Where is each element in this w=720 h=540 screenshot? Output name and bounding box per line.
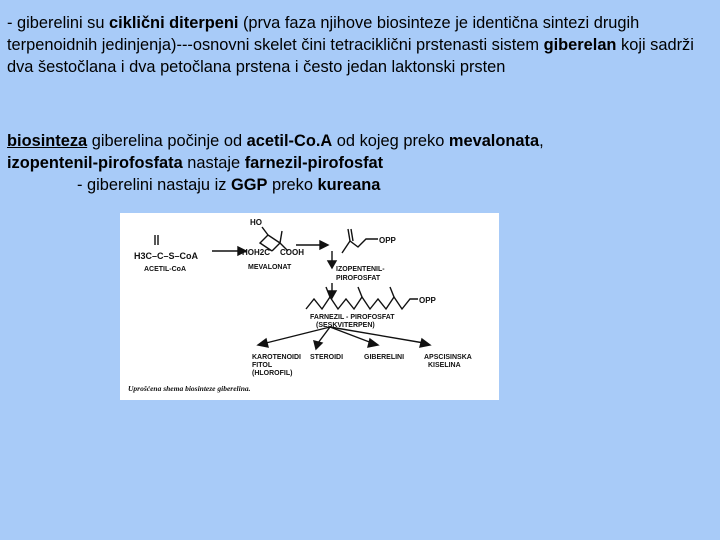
text-run: preko	[267, 176, 318, 194]
mevalonat-label: MEVALONAT	[248, 264, 292, 271]
ho-group: HO	[250, 218, 262, 227]
product-fitol: FITOL	[252, 362, 273, 369]
paragraph-giberelini-structure	[7, 12, 713, 78]
product-kiselina: KISELINA	[428, 362, 461, 369]
text-run-bold: farnezil-pirofosfat	[244, 154, 384, 172]
text-run: ,	[539, 132, 544, 150]
opp-label-fpp: OPP	[419, 296, 436, 305]
biosynthesis-scheme-figure	[120, 213, 499, 400]
text-run: giberelina počinje od	[87, 132, 247, 150]
text-run: - giberelini su	[7, 14, 110, 32]
text-run-bold: kureana	[317, 176, 381, 194]
biosynthesis-scheme-diagram	[120, 213, 499, 400]
text-run-bold: acetil-Co.A	[246, 132, 333, 150]
text-run: - giberelini nastaju iz	[77, 176, 231, 194]
text-run-underlined: biosinteza	[7, 132, 88, 150]
acetyl-coa-label: ACETIL-CoA	[144, 266, 186, 273]
text-run-bold: giberelan	[543, 36, 617, 54]
product-apscisinska: APSCISINSKA	[424, 354, 472, 361]
fpp-label-line2: (SESKVITERPEN)	[316, 322, 375, 329]
product-karotenoidi: KAROTENOIDI	[252, 354, 301, 361]
text-run-bold: ciklični diterpeni	[109, 14, 239, 32]
text-run: koji sadrži dva šestočlana i dva petočlana prstena i često jedan laktonski prsten	[7, 36, 694, 76]
fpp-label-line1: FARNEZIL - PIROFOSFAT	[310, 314, 395, 321]
hoh2c-group: HOH2C	[242, 248, 271, 257]
text-run-bold: izopentenil-pirofosfata	[7, 154, 183, 172]
text-run: nastaje	[182, 154, 245, 172]
opp-label-ipp: OPP	[379, 236, 396, 245]
paragraph-biosinteza	[7, 130, 713, 196]
text-run: (prva faza njihove biosinteze je identična sintezi drugih terpenoidnih jedinjenja)---osnovni skelet čini tetraciklični prstenasti sistem	[7, 14, 640, 54]
indented-line	[7, 176, 380, 194]
ipp-label-line1: IZOPENTENIL-	[336, 266, 385, 273]
cooh-group: COOH	[280, 248, 304, 257]
text-run-bold: GGP	[230, 176, 268, 194]
acetyl-coa-formula: H3C–C–S–CoA	[134, 251, 199, 261]
text-run-bold: mevalonata	[448, 132, 540, 150]
figure-caption: Uprošćena shema biosinteze giberelina.	[128, 384, 251, 393]
text-run: od kojeg preko	[332, 132, 449, 150]
product-hlorofil: (HLOROFIL)	[252, 370, 293, 377]
product-giberelini: GIBERELINI	[364, 354, 405, 361]
ipp-label-line2: PIROFOSFAT	[336, 275, 381, 282]
product-steroidi: STEROIDI	[310, 354, 344, 361]
